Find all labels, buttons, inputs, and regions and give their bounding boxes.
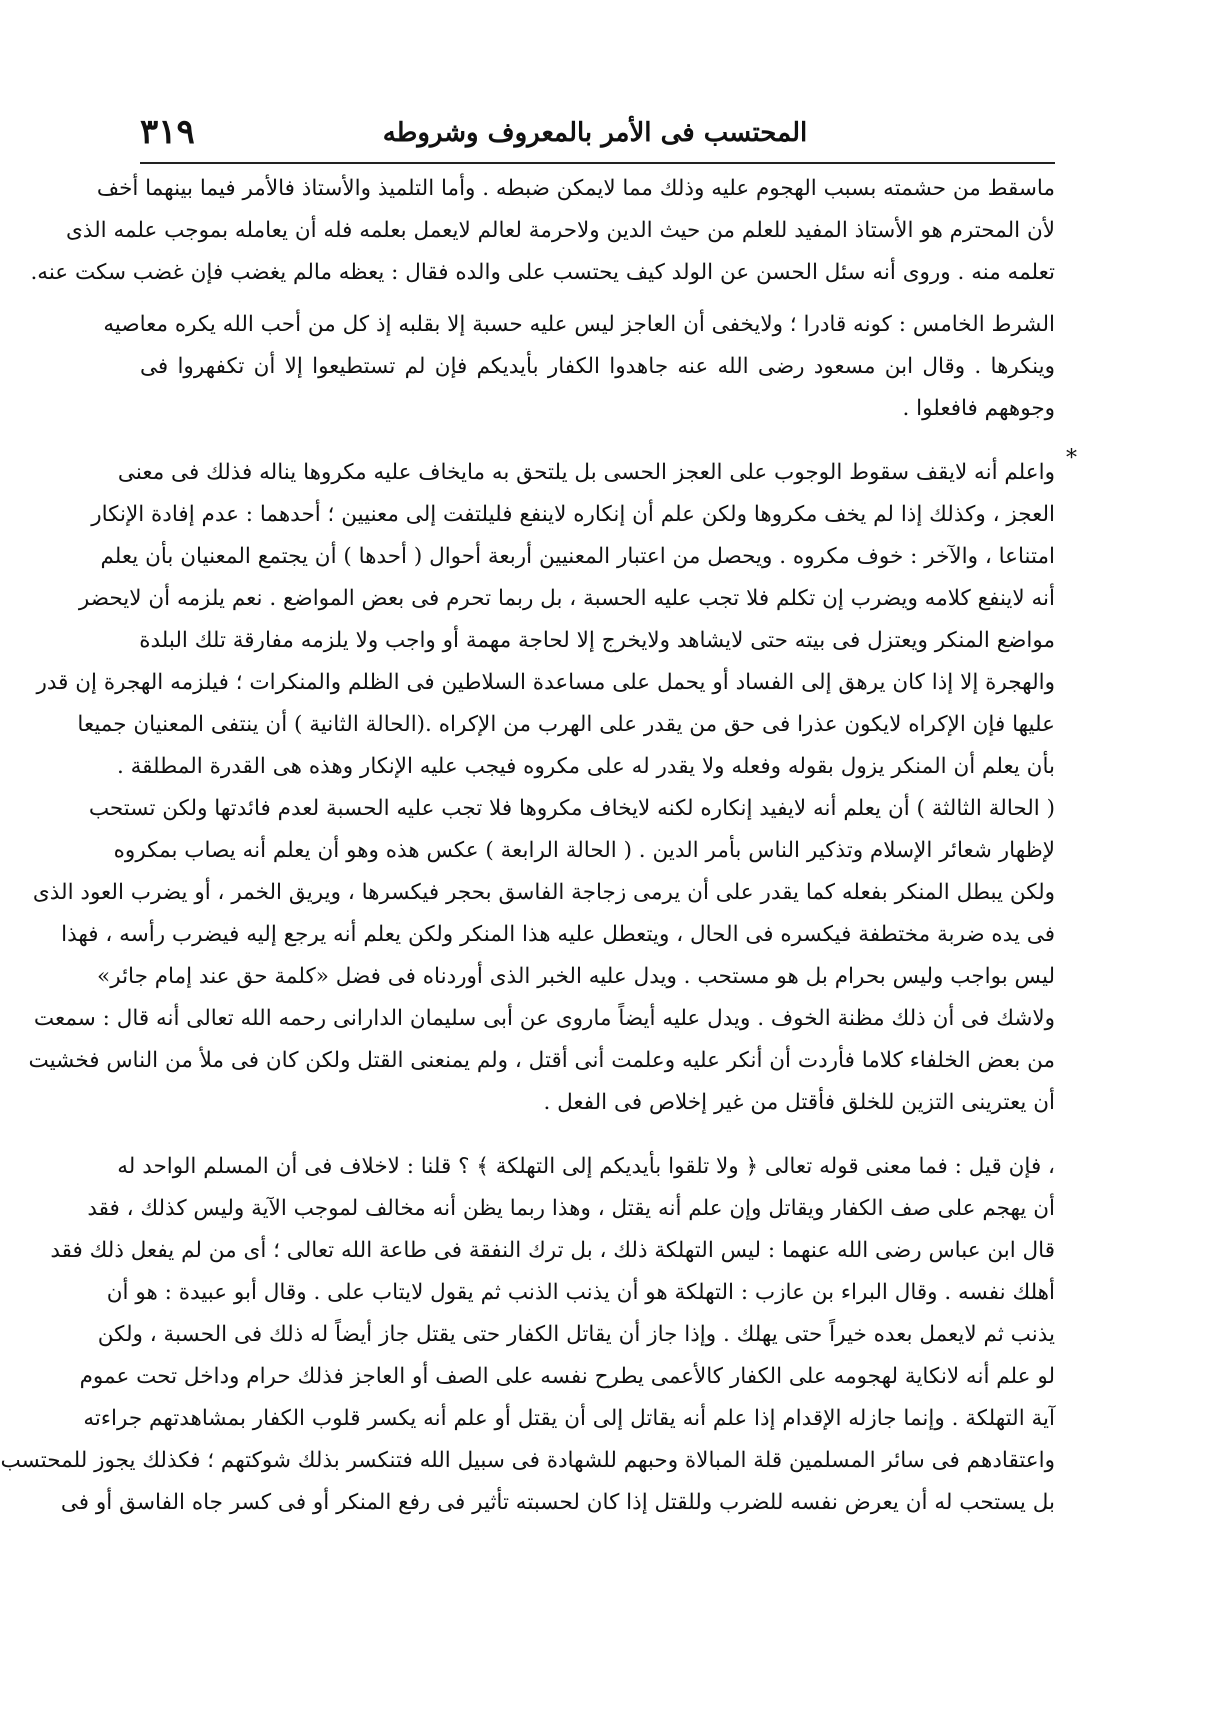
text-line: أن يهجم على صف الكفار ويقاتل وإن علم أنه يقتل ، وهذا ربما يظن أنه مخالف لموجب الآية وليس كذلك ، فقد	[87, 1196, 1055, 1221]
text-line: أن يعترينى التزين للخلق فأقتل من غير إخلاص فى الفعل .	[543, 1090, 1055, 1115]
paragraph	[0, 1146, 1055, 1524]
text-line: فى يده ضربة مختطفة فيكسره فى الحال ، ويتعطل عليه هذا المنكر ولكن يعلم أنه يرجع إليه فيضرب رأسه ، فهذا	[61, 922, 1055, 947]
text-line: وجوههم فافعلوا .	[902, 396, 1055, 421]
text-line: ولاشك فى أن ذلك مظنة الخوف . ويدل عليه أيضاً ماروى عن أبى سليمان الدارانى رحمه الله تعالى أنه قال : سمعت	[33, 1006, 1055, 1031]
text-line: آية التهلكة . وإنما جازله الإقدام إذا علم أنه يقاتل إلى أن يقتل أو علم أنه يكسر قلوب الكفار بمشاهدتهم جراءته	[83, 1406, 1055, 1431]
text-line: واعتقادهم فى سائر المسلمين قلة المبالاة وحبهم للشهادة فى سبيل الله فتنكسر بذلك شوكتهم ؛ فكذلك يجوز للمحتسب	[0, 1448, 1055, 1473]
text-line: ، فإن قيل : فما معنى قوله تعالى ﴿ ولا تلقوا بأيديكم إلى التهلكة ﴾ ؟ قلنا : لاخلاف فى أن المسلم الواحد له	[117, 1154, 1055, 1179]
running-title: المحتسب فى الأمر بالمعروف وشروطه	[382, 118, 808, 148]
header-rule	[140, 162, 1055, 164]
text-line: ليس بواجب وليس بحرام بل هو مستحب . ويدل عليه الخبر الذى أوردناه فى فضل «كلمة حق عند إمام جائر»	[97, 964, 1055, 989]
page-header	[140, 108, 1050, 164]
text-line: بل يستحب له أن يعرض نفسه للضرب وللقتل إذا كان لحسبته تأثير فى رفع المنكر أو فى كسر جاه الفاسق أو فى	[60, 1490, 1055, 1515]
text-line: لو علم أنه لانكاية لهجومه على الكفار كالأعمى يطرح نفسه على الصف أو العاجز فذلك حرام وداخل تحت عموم	[79, 1364, 1055, 1389]
text-line: أهلك نفسه . وقال البراء بن عازب : التهلكة هو أن يذنب الذنب ثم يقول لايتاب على . وقال أبو عبيدة : هو أن	[106, 1280, 1055, 1305]
text-line: مواضع المنكر ويعتزل فى بيته حتى لايشاهد ولايخرج إلا لحاجة مهمة أو واجب ولا يلزمه مفارقة تلك البلدة	[139, 628, 1055, 653]
text-line: ماسقط من حشمته بسبب الهجوم عليه وذلك مما لايمكن ضبطه . وأما التلميذ والأستاذ فالأمر فيما بينهما أخف	[96, 176, 1055, 201]
text-line: عليها فإن الإكراه لايكون عذرا فى حق من يقدر على الهرب من الإكراه .(الحالة الثانية ) أن ينتفى المعنيان جميعا	[77, 712, 1055, 737]
page-body	[0, 168, 1077, 1524]
page-number: ٣١٩	[140, 112, 195, 152]
text-line: واعلم أنه لايقف سقوط الوجوب على العجز الحسى بل يلتحق به مايخاف عليه مكروها يناله فذلك فى معنى	[117, 460, 1055, 485]
text-line: أنه لاينفع كلامه ويضرب إن تكلم فلا تجب عليه الحسبة ، بل ربما تحرم فى بعض المواضع . نعم يلزمه أن لايحضر	[78, 586, 1055, 611]
text-line: قال ابن عباس رضى الله عنهما : ليس التهلكة ذلك ، بل ترك النفقة فى طاعة الله تعالى ؛ أى من لم يفعل ذلك فقد	[50, 1238, 1055, 1263]
text-line: بأن يعلم أن المنكر يزول بقوله وفعله ولا يقدر له على مكروه فيجب عليه الإنكار وهذه هى القدرة المطلقة .	[116, 754, 1055, 779]
paragraph	[30, 168, 1055, 294]
text-line: ( الحالة الثالثة ) أن يعلم أنه لايفيد إنكاره لكنه لايخاف مكروها فلا تجب عليه الحسبة لعدم فائدتها ولكن تستحب	[88, 796, 1055, 821]
text-line: يذنب ثم لايعمل بعده خيراً حتى يهلك . وإذا جاز أن يقاتل الكفار حتى يقتل جاز أيضاً له ذلك فى الحسبة ، ولكن	[97, 1322, 1055, 1347]
paragraph-marker: *	[1066, 446, 1077, 471]
text-line: من بعض الخلفاء كلاما فأردت أن أنكر عليه وعلمت أنى أقتل ، ولم يمنعنى القتل ولكن كان فى ملأ من الناس فخشيت	[28, 1048, 1055, 1073]
text-line: العجز ، وكذلك إذا لم يخف مكروها ولكن علم أن إنكاره لاينفع فليلتفت إلى معنيين ؛ أحدهما : عدم إفادة الإنكار	[91, 502, 1055, 527]
text-line: لأن المحترم هو الأستاذ المفيد للعلم من حيث الدين ولاحرمة لعالم لايعمل بعلمه فله أن يعامله بموجب علمه الذى	[65, 218, 1055, 243]
paragraph	[28, 446, 1077, 1124]
text-line: وينكرها . وقال ابن مسعود رضى الله عنه جاهدوا الكفار بأيديكم فإن لم تستطيعوا إلا أن تكفهروا فى	[140, 354, 1055, 379]
text-line: لإظهار شعائر الإسلام وتذكير الناس بأمر الدين . ( الحالة الرابعة ) عكس هذه وهو أن يعلم أنه يصاب بمكروه	[113, 838, 1055, 863]
text-line: والهجرة إلا إذا كان يرهق إلى الفساد أو يحمل على مساعدة السلاطين فى الظلم والمنكرات ؛ فيلزمه الهجرة إن قدر	[36, 670, 1055, 695]
text-line: تعلمه منه . وروى أنه سئل الحسن عن الولد كيف يحتسب على والده فقال : يعظه مالم يغضب فإن غضب سكت عنه.	[30, 260, 1055, 285]
text-line: امتناعا ، والآخر : خوف مكروه . ويحصل من اعتبار المعنيين أربعة أحوال ( أحدها ) أن يجتمع المعنيان بأن يعلم	[100, 544, 1055, 569]
text-line: الشرط الخامس : كونه قادرا ؛ ولايخفى أن العاجز ليس عليه حسبة إلا بقلبه إذ كل من أحب الله يكره معاصيه	[103, 312, 1055, 337]
text-line: ولكن يبطل المنكر بفعله كما يقدر على أن يرمى زجاجة الفاسق بحجر فيكسرها ، ويريق الخمر ، أو يضرب العود الذى	[32, 880, 1055, 905]
paragraph	[103, 304, 1055, 430]
